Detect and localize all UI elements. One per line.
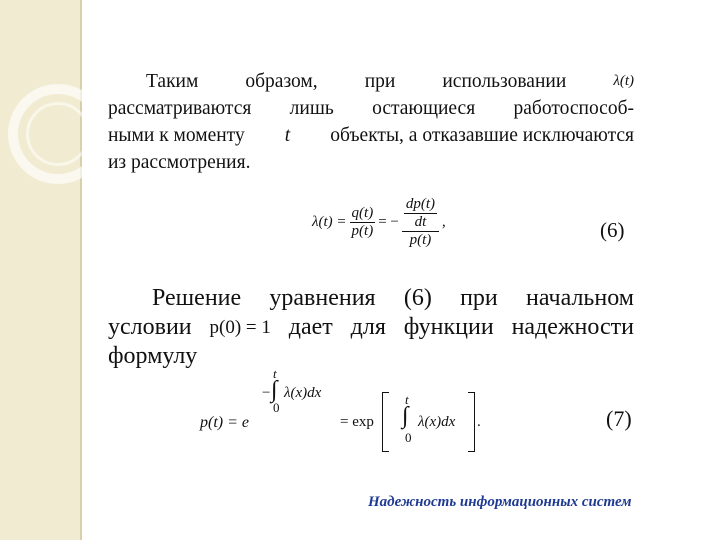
eq6-mid: = −	[378, 214, 399, 230]
inner-fraction	[404, 196, 437, 231]
text-segment: из рассмотрения.	[108, 152, 251, 173]
denominator: p(t)	[409, 232, 432, 248]
side-divider	[80, 0, 82, 540]
paragraph-2	[108, 284, 634, 371]
denominator: p(t)	[351, 223, 374, 239]
exponent-upper-limit: t	[273, 366, 277, 381]
bracket-upper-limit: t	[405, 392, 409, 407]
exponent-lower-limit: 0	[273, 400, 280, 415]
bracket-lower-limit: 0	[405, 430, 412, 445]
exponent-integral-icon: ∫	[271, 377, 278, 403]
right-bracket	[468, 392, 475, 452]
word: формулу	[108, 343, 198, 369]
word: уравнения	[269, 285, 376, 311]
paragraph-1-line-2	[108, 95, 634, 122]
footer-caption: Надежность информационных систем	[368, 494, 632, 510]
word: надежности	[511, 314, 634, 340]
fraction-q-over-p	[350, 205, 376, 240]
fraction-derivative	[402, 196, 439, 249]
word: условии	[108, 314, 192, 340]
equation-6	[312, 196, 446, 249]
numerator: q(t)	[351, 205, 374, 221]
word: остающиеся	[372, 98, 476, 119]
eq6-comma: ,	[442, 214, 446, 230]
word: при	[364, 71, 396, 92]
inner-numerator: dp(t)	[405, 196, 436, 212]
word: при	[460, 285, 498, 311]
word: работоспособ-	[513, 98, 634, 119]
paragraph-1-line-3	[108, 122, 634, 149]
word: лишь	[289, 98, 334, 119]
eq6-lhs: λ(t) =	[312, 214, 347, 230]
paragraph-1-line-4	[108, 149, 634, 176]
word: Таким	[146, 71, 199, 92]
decorative-ring-inner	[26, 102, 90, 166]
paragraph-1-line-1	[108, 68, 634, 95]
variable-t: t	[284, 125, 291, 146]
word: образом,	[245, 71, 318, 92]
bracket-integrand: λ(x)dx	[418, 414, 456, 430]
paragraph-1	[108, 68, 634, 176]
paragraph-2-line-3	[108, 342, 634, 371]
eq7-lhs: p(t) = e	[200, 414, 249, 431]
lambda-math: λ(t)	[613, 73, 634, 89]
word: для	[350, 314, 386, 340]
eq7-period: .	[477, 414, 481, 430]
eq7-exp: = exp	[340, 414, 374, 430]
word: дает	[288, 314, 333, 340]
bracket-integral-icon: ∫	[402, 403, 409, 429]
word: рассматриваются	[108, 98, 252, 119]
paragraph-2-line-1	[108, 284, 634, 313]
equation-7-number: (7)	[606, 406, 632, 431]
word: использовании	[442, 71, 567, 92]
exponent-minus: −	[262, 385, 271, 401]
paragraph-2-line-2	[108, 313, 634, 342]
word: (6)	[403, 285, 432, 311]
word: начальном	[525, 285, 634, 311]
text-segment: ными к моменту	[108, 125, 245, 146]
initial-condition: p(0) = 1	[209, 317, 271, 338]
decorative-side-panel	[0, 0, 80, 540]
left-bracket	[382, 392, 389, 452]
inner-denominator: dt	[414, 214, 427, 230]
text-segment: объекты, а отказавшие исключаются	[330, 125, 634, 146]
word: Решение	[152, 285, 242, 311]
exponent-integrand: λ(x)dx	[284, 385, 322, 401]
word: функции	[403, 314, 494, 340]
numerator	[402, 196, 439, 232]
equation-6-number: (6)	[600, 218, 625, 242]
